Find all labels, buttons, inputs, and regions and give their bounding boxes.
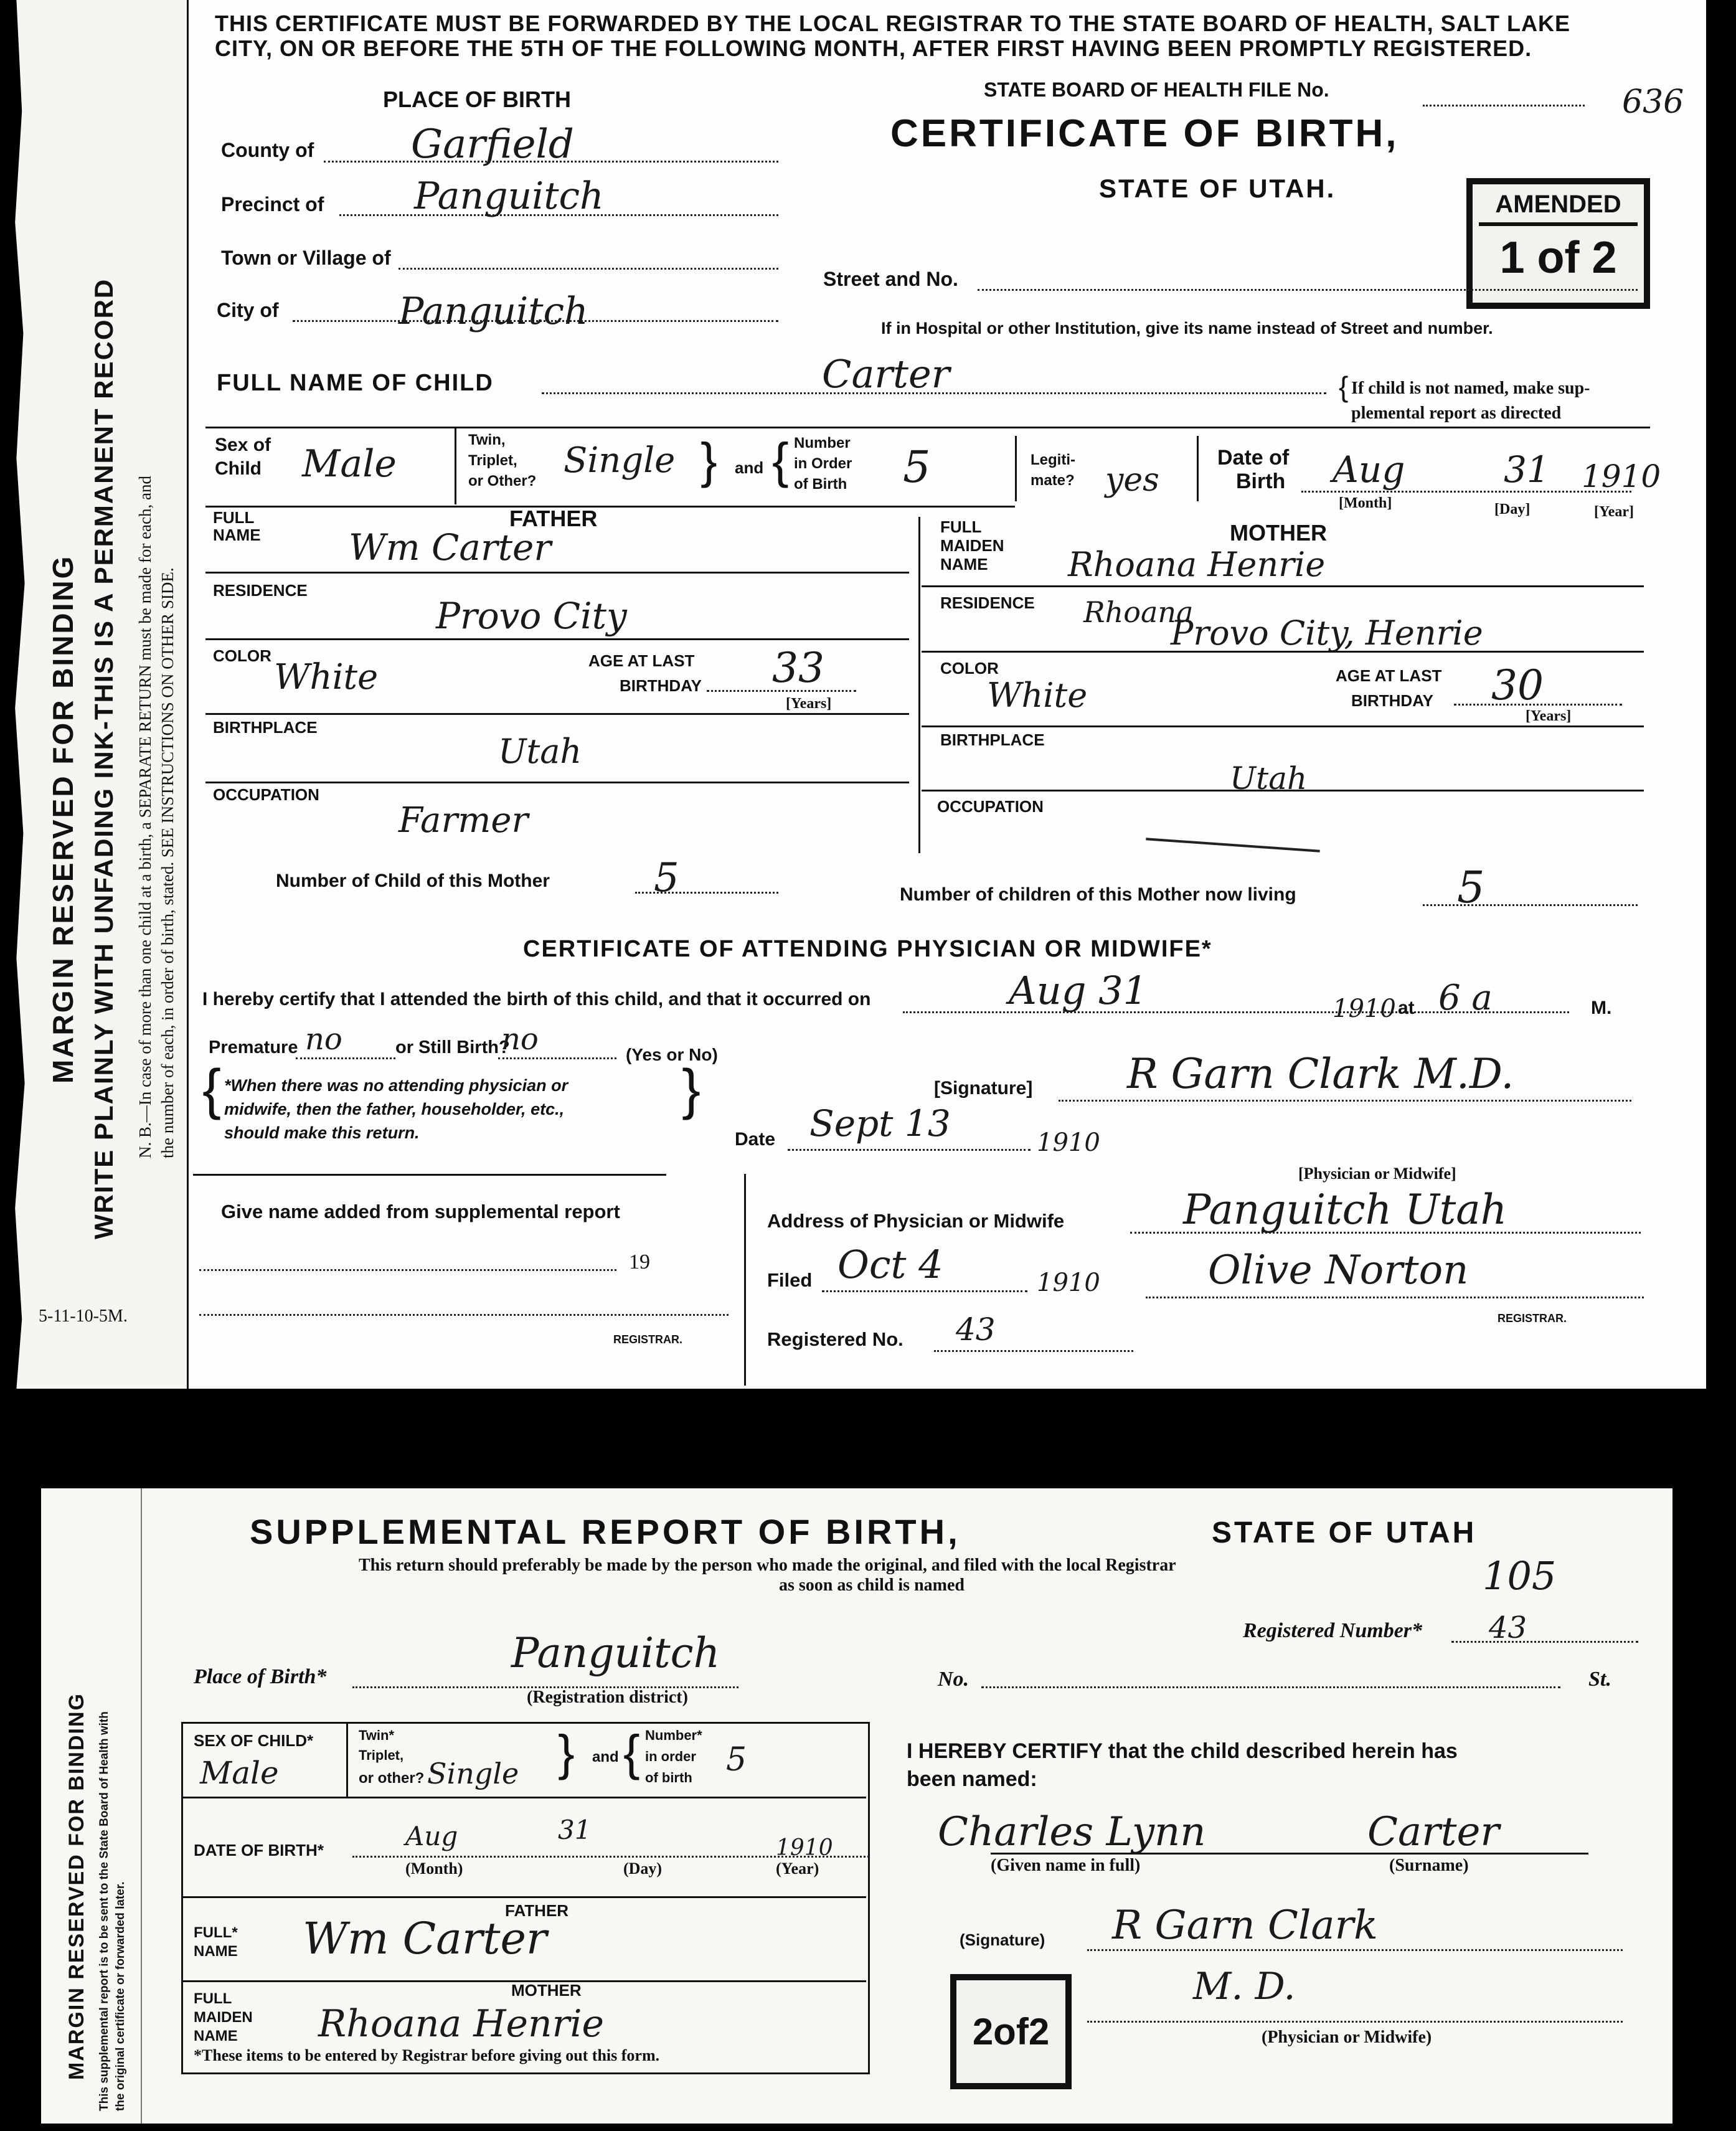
street-line [978,289,1638,291]
filed-line [822,1290,1027,1292]
father-occupation-label: OCCUPATION [213,785,319,804]
dob-month: Aug [1333,448,1405,491]
county-value: Garfield [411,121,574,168]
margin-rule [187,0,189,1389]
registrar-line [1146,1297,1644,1298]
supp-footnote: *These items to be entered by Registrar before giving out this form. [194,2046,660,2064]
supp-sex-value: Male [200,1755,279,1791]
still-line [498,1057,616,1059]
physician-signature: R Garn Clark M.D. [1127,1050,1514,1098]
twin-label-2: Triplet, [468,452,517,469]
supp-mother-heading: MOTHER [511,1981,582,2000]
margin-nb-line2: the number of each, in order of birth, stated. SEE INSTRUCTIONS ON OTHER SIDE. [158,567,177,1158]
still-label: or Still Birth? [395,1037,510,1057]
supp-given-name: Charles Lynn [938,1809,1206,1855]
supp-father-label-2: NAME [194,1943,238,1960]
footnote-2: midwife, then the father, householder, etc., [224,1100,565,1118]
supp-twin-label-3: or other? [359,1770,425,1787]
mother-color-label: COLOR [940,659,999,678]
registered-label: Registered No. [767,1328,903,1350]
father-rule-2 [205,638,909,640]
footnote-3: should make this return. [224,1123,420,1142]
child-name-label: FULL NAME OF CHILD [217,370,494,396]
sex-divider [455,427,456,504]
hospital-note: If in Hospital or other Institution, give its name instead of Street and number. [881,319,1493,338]
supp-order-brace: { [623,1725,640,1780]
supp-margin-note-1: This supplemental report is to be sent to the State Board of Health with [98,1711,111,2111]
supp-signature-title: M. D. [1193,1965,1296,2008]
mother-occupation-dash [1146,838,1320,853]
mother-rule-1 [922,585,1644,587]
brace: { [1339,371,1349,403]
father-label-full: FULL [213,508,255,527]
living-line [1423,904,1638,906]
date-label: Date [735,1129,776,1150]
mother-residence: Provo City, Henrie [1171,613,1483,653]
child-name-value: Carter [822,351,950,397]
date-value: Sept 13 [809,1102,951,1145]
row-rule-bottom [205,506,1015,508]
occurred-date: Aug 31 [1009,968,1148,1013]
mother-label-full: FULL [940,517,982,536]
supp-registered-line [1451,1641,1638,1643]
supp-title: SUPPLEMENTAL REPORT OF BIRTH, [250,1512,961,1551]
yes-no-label: (Yes or No) [626,1045,718,1064]
supp-label: Give name added from supplemental report [221,1201,620,1222]
file-no-value: 636 [1622,83,1684,121]
twin-label-3: or Other? [468,473,537,489]
supp-margin-binding: MARGIN RESERVED FOR BINDING [65,1693,88,2080]
premature-label: Premature [209,1037,298,1057]
legit-label-1: Legiti- [1031,451,1075,468]
supp-year: 19 [629,1250,650,1273]
supp-divider [744,1174,746,1386]
supp-signature-line-2 [1087,2021,1623,2023]
row-rule-top [205,427,1650,428]
supp-rule-2 [181,1896,866,1898]
registrar-label: REGISTRAR. [1498,1312,1567,1325]
order-brace: { [772,433,789,488]
unnamed-note-2: plemental report as directed [1351,404,1562,423]
father-birthplace: Utah [498,732,582,771]
supp-sex-label: SEX OF CHILD* [194,1731,314,1750]
town-line [399,268,778,270]
supplemental-report [41,1488,1672,2124]
filed-label: Filed [767,1269,813,1291]
mother-color: White [987,676,1088,715]
supp-st-label: St. [1588,1668,1611,1691]
signature-line [1059,1100,1631,1102]
mother-label-maiden: MAIDEN [940,536,1004,555]
supp-dob-day: 31 [558,1815,592,1845]
occurred-time: 6 a [1438,978,1493,1018]
supp-signature-label: (Signature) [960,1930,1045,1949]
father-residence: Provo City [436,595,627,637]
dob-divider [1197,436,1199,501]
sex-label-1: Sex of [215,435,271,455]
supp-certify-1: I HEREBY CERTIFY that the child described herein has [907,1739,1458,1763]
supp-place-label: Place of Birth* [194,1665,327,1688]
town-label: Town or Village of [221,247,391,269]
twin-brace: } [701,433,717,488]
file-no-line [1423,105,1585,106]
stamp-count: 1 of 2 [1499,233,1617,283]
supp-registration-district: (Registration district) [527,1688,688,1707]
signature-label: [Signature] [934,1078,1033,1099]
mother-occupation-label: OCCUPATION [937,797,1044,816]
supp-father-label-1: FULL* [194,1924,238,1941]
precinct-value: Panguitch [414,174,604,218]
mother-name: Rhoana Henrie [1068,545,1326,584]
supp-given-label: (Given name in full) [991,1856,1141,1875]
premature-line [296,1057,395,1059]
parents-divider [918,517,920,853]
address-label: Address of Physician or Midwife [767,1210,1065,1232]
supp-number: 105 [1483,1553,1557,1599]
unnamed-note-1: If child is not named, make sup- [1351,379,1590,398]
supp-mother-label-3: NAME [194,2028,238,2044]
at-label: at [1398,998,1415,1018]
supp-place-value: Panguitch [511,1629,720,1677]
father-age-label-1: AGE AT LAST [588,651,695,670]
number-label-1: Number [794,435,851,451]
stamp-label: AMENDED [1479,191,1638,226]
supp-order-value: 5 [726,1741,747,1779]
mother-label-name: NAME [940,555,988,574]
mother-rule-4 [922,790,1644,791]
occurred-year: 1910 [1333,995,1396,1023]
legit-label-2: mate? [1031,472,1075,489]
supp-line-2 [199,1314,729,1316]
father-color-label: COLOR [213,646,271,665]
address-value: Panguitch Utah [1183,1186,1507,1234]
supp-margin-note-2: the original certificate or forwarded later. [114,1881,127,2111]
supp-order-label-1: Number* [645,1727,702,1743]
father-residence-label: RESIDENCE [213,581,308,600]
twin-label-1: Twin, [468,432,506,448]
supp-year-label: (Year) [776,1859,819,1878]
dob-label-1: Date of [1217,446,1290,470]
supp-twin-value: Single [427,1757,519,1790]
supp-twin-label-1: Twin* [359,1727,395,1743]
father-years-label: [Years] [786,696,832,712]
stamp-2of2: 2of2 [972,2011,1050,2053]
supp-registered-label: Registered Number* [1243,1619,1423,1642]
supp-margin-rule [141,1488,142,2124]
supp-sex-divider [346,1722,348,1797]
dob-label-2: Birth [1236,470,1286,493]
county-label: County of [221,139,314,161]
mother-birthplace-label: BIRTHPLACE [940,730,1045,749]
supp-no-label: No. [938,1668,969,1691]
supp-surname-label: (Surname) [1389,1856,1469,1875]
mother-birthplace: Utah [1230,760,1308,796]
supp-mother-name: Rhoana Henrie [318,2002,605,2046]
number-label-2: in Order [794,455,852,472]
mother-residence-correction: Rhoana [1083,595,1194,629]
living-label: Number of children of this Mother now living [900,884,1296,905]
supp-signature: R Garn Clark [1112,1902,1378,1949]
supp-mother-label-1: FULL [194,1990,232,2007]
father-rule-3 [205,713,909,715]
mother-age-label-1: AGE AT LAST [1336,666,1442,685]
supp-phys-label: (Physician or Midwife) [1262,2028,1432,2047]
precinct-label: Precinct of [221,193,324,215]
supp-line-1 [199,1269,616,1271]
form-number: 5-11-10-5M. [39,1306,128,1326]
registered-value: 43 [956,1311,996,1348]
footnote-1: *When there was no attending physician or [224,1076,568,1095]
physician-heading: CERTIFICATE OF ATTENDING PHYSICIAN OR MIDWIFE* [523,936,1212,962]
children-value: 5 [654,855,679,901]
filed-year: 1910 [1037,1269,1100,1297]
certificate-title: CERTIFICATE OF BIRTH, [890,112,1399,155]
month-label: [Month] [1339,495,1392,511]
father-birthplace-label: BIRTHPLACE [213,718,318,737]
mother-years-label: [Years] [1526,708,1572,724]
notice-line-2: CITY, ON OR BEFORE THE 5TH OF THE FOLLOWING MONTH, AFTER FIRST HAVING BEEN PROMPTLY REGISTERED. [215,35,1532,61]
margin-nb-line1: N. B.—In case of more than one child at a birth, a SEPARATE RETURN must be made for each, and [136,475,154,1158]
supp-day-label: (Day) [623,1859,663,1878]
dob-year: 1910 [1582,458,1661,494]
filed-value: Oct 4 [837,1242,943,1287]
dob-day: 31 [1504,448,1550,491]
file-no-label: STATE BOARD OF HEALTH FILE No. [984,78,1329,101]
supp-signature-line [1087,1949,1623,1951]
footnote-brace-right: } [682,1059,701,1121]
day-label: [Day] [1494,501,1531,517]
date-year: 1910 [1037,1128,1100,1157]
margin-binding-text: MARGIN RESERVED FOR BINDING [47,554,79,1084]
supp-instruction-1: This return should preferably be made by the person who made the original, and filed with the local Registrar [359,1556,1176,1575]
supp-dob-month: Aug [405,1821,458,1851]
supp-dob-year: 1910 [776,1835,833,1861]
father-rule-4 [205,782,909,783]
supp-certify-2: been named: [907,1767,1037,1791]
father-heading: FATHER [509,506,598,531]
supp-and-label: and [592,1749,619,1765]
supp-rule-1 [181,1797,866,1798]
supp-surname: Carter [1367,1809,1499,1855]
supp-title-state: STATE OF UTAH [1212,1516,1477,1549]
father-rule-1 [205,572,909,574]
supp-registrar-label: REGISTRAR. [613,1333,683,1346]
premature-value: no [305,1022,342,1057]
mother-age-label-2: BIRTHDAY [1351,691,1433,710]
mother-age: 30 [1491,661,1544,709]
m-label: M. [1591,998,1612,1018]
living-value: 5 [1457,862,1485,913]
place-of-birth-heading: PLACE OF BIRTH [383,87,571,112]
mother-rule-2 [922,651,1644,653]
registered-line [934,1350,1133,1352]
registrar-signature: Olive Norton [1208,1247,1469,1293]
supp-dob-label: DATE OF BIRTH* [194,1841,324,1859]
supp-twin-label-2: Triplet, [359,1747,404,1763]
sex-label-2: Child [215,458,262,479]
supp-mother-label-2: MAIDEN [194,2009,253,2026]
sex-value: Male [302,442,397,486]
supp-father-heading: FATHER [505,1901,569,1920]
father-name: Wm Carter [349,526,552,569]
still-value: no [501,1022,539,1057]
number-value: 5 [903,442,931,493]
supp-registered-value: 43 [1489,1610,1527,1645]
supp-order-label-2: in order [645,1749,696,1764]
father-age-label-2: BIRTHDAY [620,676,702,695]
mother-residence-label: RESIDENCE [940,593,1035,612]
notice-line-1: THIS CERTIFICATE MUST BE FORWARDED BY THE LOCAL REGISTRAR TO THE STATE BOARD OF HEALTH, SALT LAKE [215,11,1571,36]
legit-divider [1015,436,1017,501]
supp-order-label-3: of birth [645,1770,692,1785]
certify-text: I hereby certify that I attended the birth of this child, and that it occurred on [202,989,871,1009]
mother-heading: MOTHER [1230,520,1327,546]
city-label: City of [217,299,279,321]
margin-ink-text: WRITE PLAINLY WITH UNFADING INK-THIS IS A PERMANENT RECORD [89,278,118,1239]
footnote-brace-left: { [202,1059,222,1121]
date-line [788,1149,1031,1151]
father-color: White [274,657,379,697]
number-label-3: of Birth [794,476,847,493]
bottom-rule [193,1174,666,1176]
supp-month-label: (Month) [405,1859,463,1878]
and-label: and [735,458,764,477]
children-label: Number of Child of this Mother [276,871,550,891]
two-of-two-stamp [950,1974,1072,2089]
father-label-name: NAME [213,526,261,544]
father-age: 33 [772,644,824,692]
state-label: STATE OF UTAH. [1099,174,1336,203]
year-label: [Year] [1594,504,1634,520]
supp-street-line [981,1686,1560,1688]
mother-rule-3 [922,725,1644,727]
phys-or-midwife-label: [Physician or Midwife] [1298,1165,1456,1183]
street-label: Street and No. [823,268,958,290]
father-occupation: Farmer [399,800,529,841]
supp-instruction-2: as soon as child is named [779,1576,965,1595]
supp-twin-brace: } [558,1725,575,1780]
city-value: Panguitch [399,290,588,333]
supp-father-name: Wm Carter [303,1913,547,1964]
twin-value: Single [564,440,676,481]
legit-value: yes [1105,461,1159,499]
